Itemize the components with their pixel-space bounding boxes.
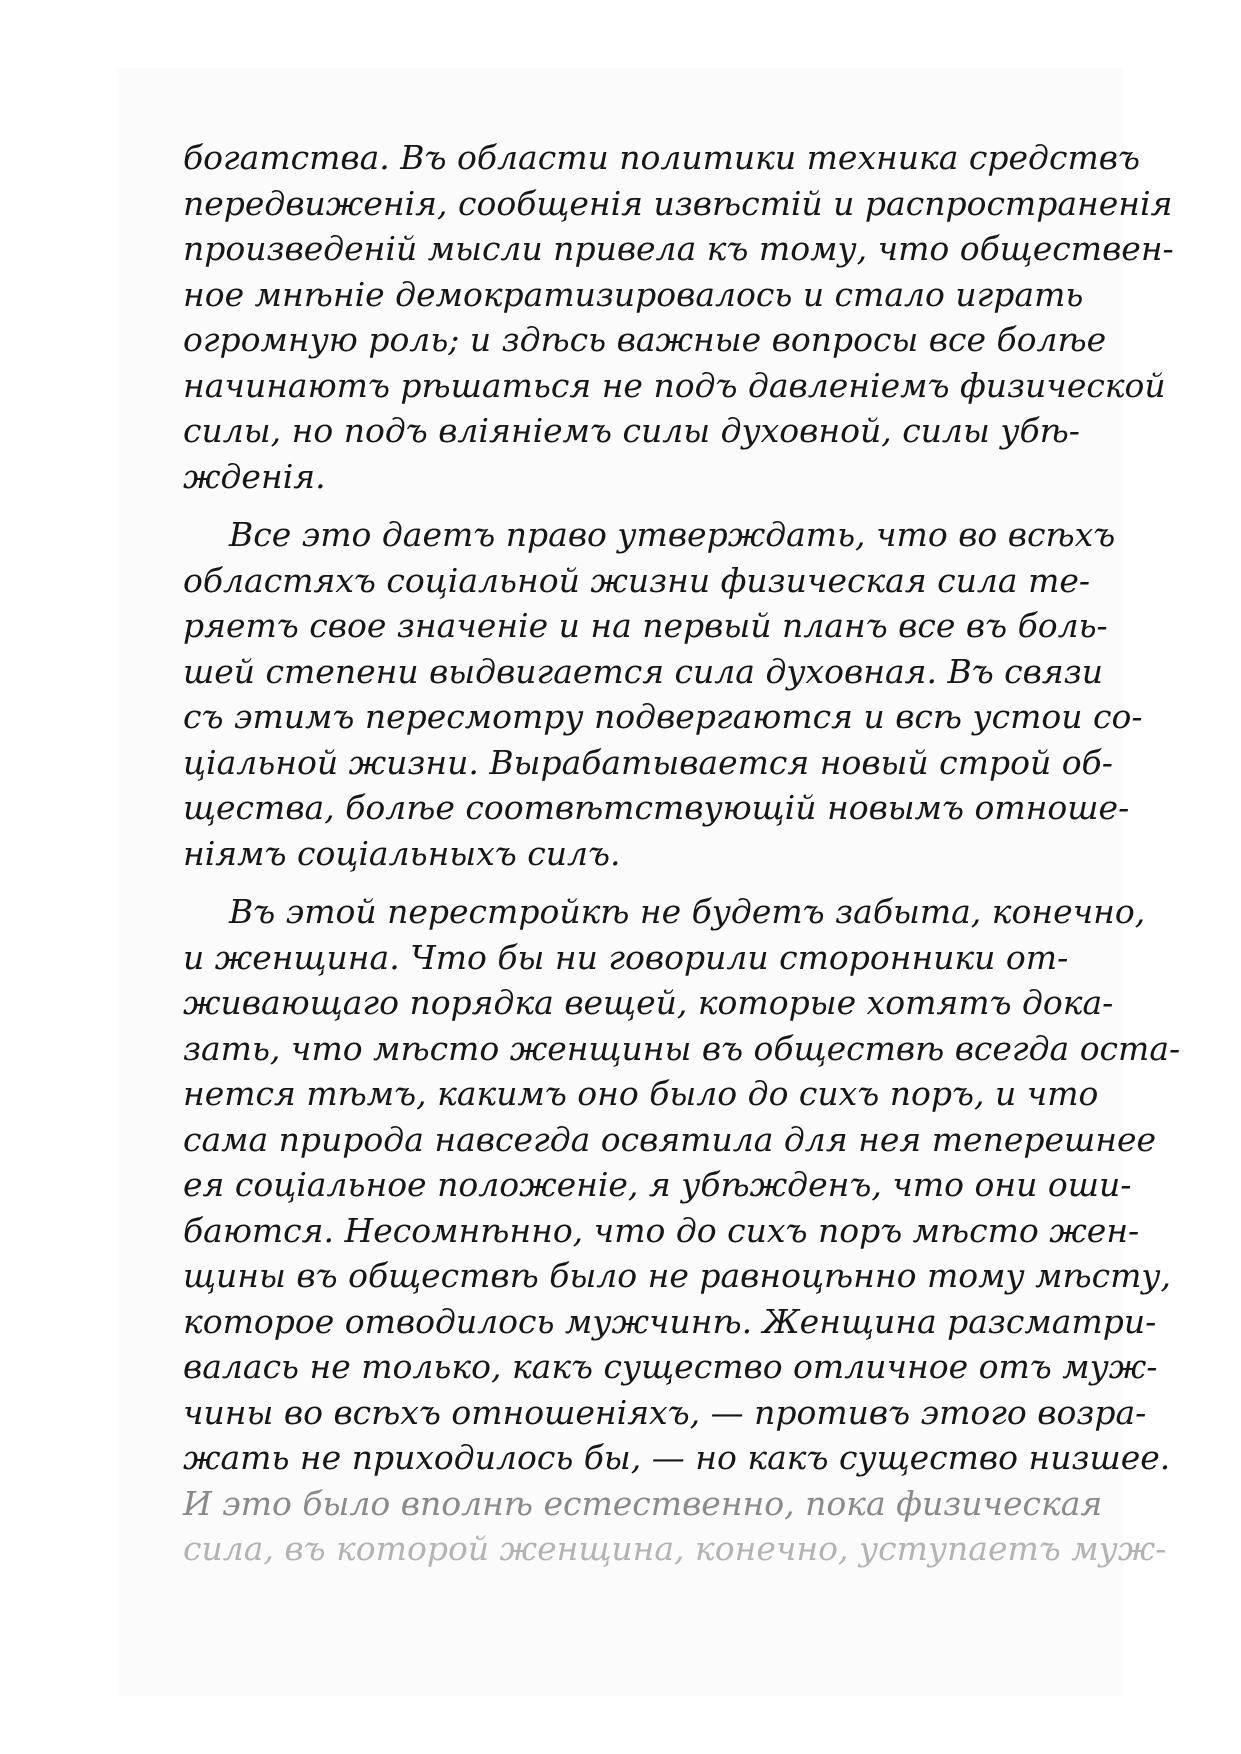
text-line: произведеній мысли привела къ тому, что обществен-: [183, 229, 1174, 268]
text-line: богатства. Въ области политики техника средствъ: [183, 138, 1140, 177]
text-line: ніямъ соціальныхъ силъ.: [183, 833, 621, 873]
text-line: щества, болѣе соотвѣтствующій новымъ отноше-: [183, 788, 1130, 827]
book-page-text: [183, 135, 1181, 1572]
text-line: сила, въ которой женщина, конечно, уступаетъ муж-: [183, 1529, 1167, 1568]
text-line: Въ этой перестройкѣ не будетъ забыта, конечно,: [229, 892, 1146, 931]
text-line: жать не приходилось бы, — но какъ существо низшее.: [183, 1438, 1171, 1477]
text-line: передвиженія, сообщенія извѣстій и распространенія: [183, 183, 1173, 223]
text-line: щины въ обществѣ было не равноцѣнно тому мѣсту,: [183, 1256, 1172, 1295]
text-line: областяхъ соціальной жизни физическая сила те-: [183, 560, 1091, 600]
text-line: шей степени выдвигается сила духовная. Въ связи: [183, 651, 1103, 691]
paragraph-1: [183, 135, 1174, 499]
text-line: начинаютъ рѣшаться не подъ давленіемъ физической: [183, 365, 1166, 405]
text-line: нется тѣмъ, какимъ оно было до сихъ поръ, и что: [183, 1074, 1099, 1113]
paragraph-2: [183, 512, 1143, 876]
text-line: И это было вполнѣ естественно, пока физическая: [183, 1483, 1103, 1523]
text-line: ціальной жизни. Вырабатывается новый строй об-: [183, 742, 1113, 782]
text-line: ное мнѣніе демократизировалось и стало играть: [183, 274, 1084, 314]
text-line: силы, но подъ вліяніемъ силы духовной, силы убѣ-: [183, 411, 1080, 450]
text-line: и женщина. Что бы ни говорили сторонники от-: [183, 937, 1069, 977]
paragraph-3: [183, 889, 1181, 1572]
text-line: зать, что мѣсто женщины въ обществѣ всегда оста-: [183, 1028, 1181, 1068]
text-line: чины во всѣхъ отношеніяхъ, — противъ этого возра-: [183, 1392, 1147, 1432]
text-line: сама природа навсегда освятила для нея теперешнее: [183, 1119, 1157, 1159]
text-line: Все это даетъ право утверждать, что во всѣхъ: [229, 515, 1116, 554]
text-line: валась не только, какъ существо отличное отъ муж-: [183, 1347, 1158, 1386]
text-line: ея соціальное положеніе, я убѣжденъ, что они оши-: [183, 1165, 1132, 1204]
text-line: ряетъ свое значеніе и на первый планъ все въ боль-: [183, 606, 1108, 645]
text-line: съ этимъ пересмотру подвергаются и всѣ устои со-: [183, 697, 1143, 736]
text-line: огромную роль; и здѣсь важные вопросы все болѣе: [183, 320, 1107, 359]
text-line: жденія.: [183, 456, 326, 496]
text-line: которое отводилось мужчинѣ. Женщина разсматри-: [183, 1301, 1157, 1341]
text-line: живающаго порядка вещей, которые хотятъ дока-: [183, 983, 1114, 1022]
text-line: баются. Несомнѣнно, что до сихъ поръ мѣсто жен-: [183, 1210, 1140, 1250]
